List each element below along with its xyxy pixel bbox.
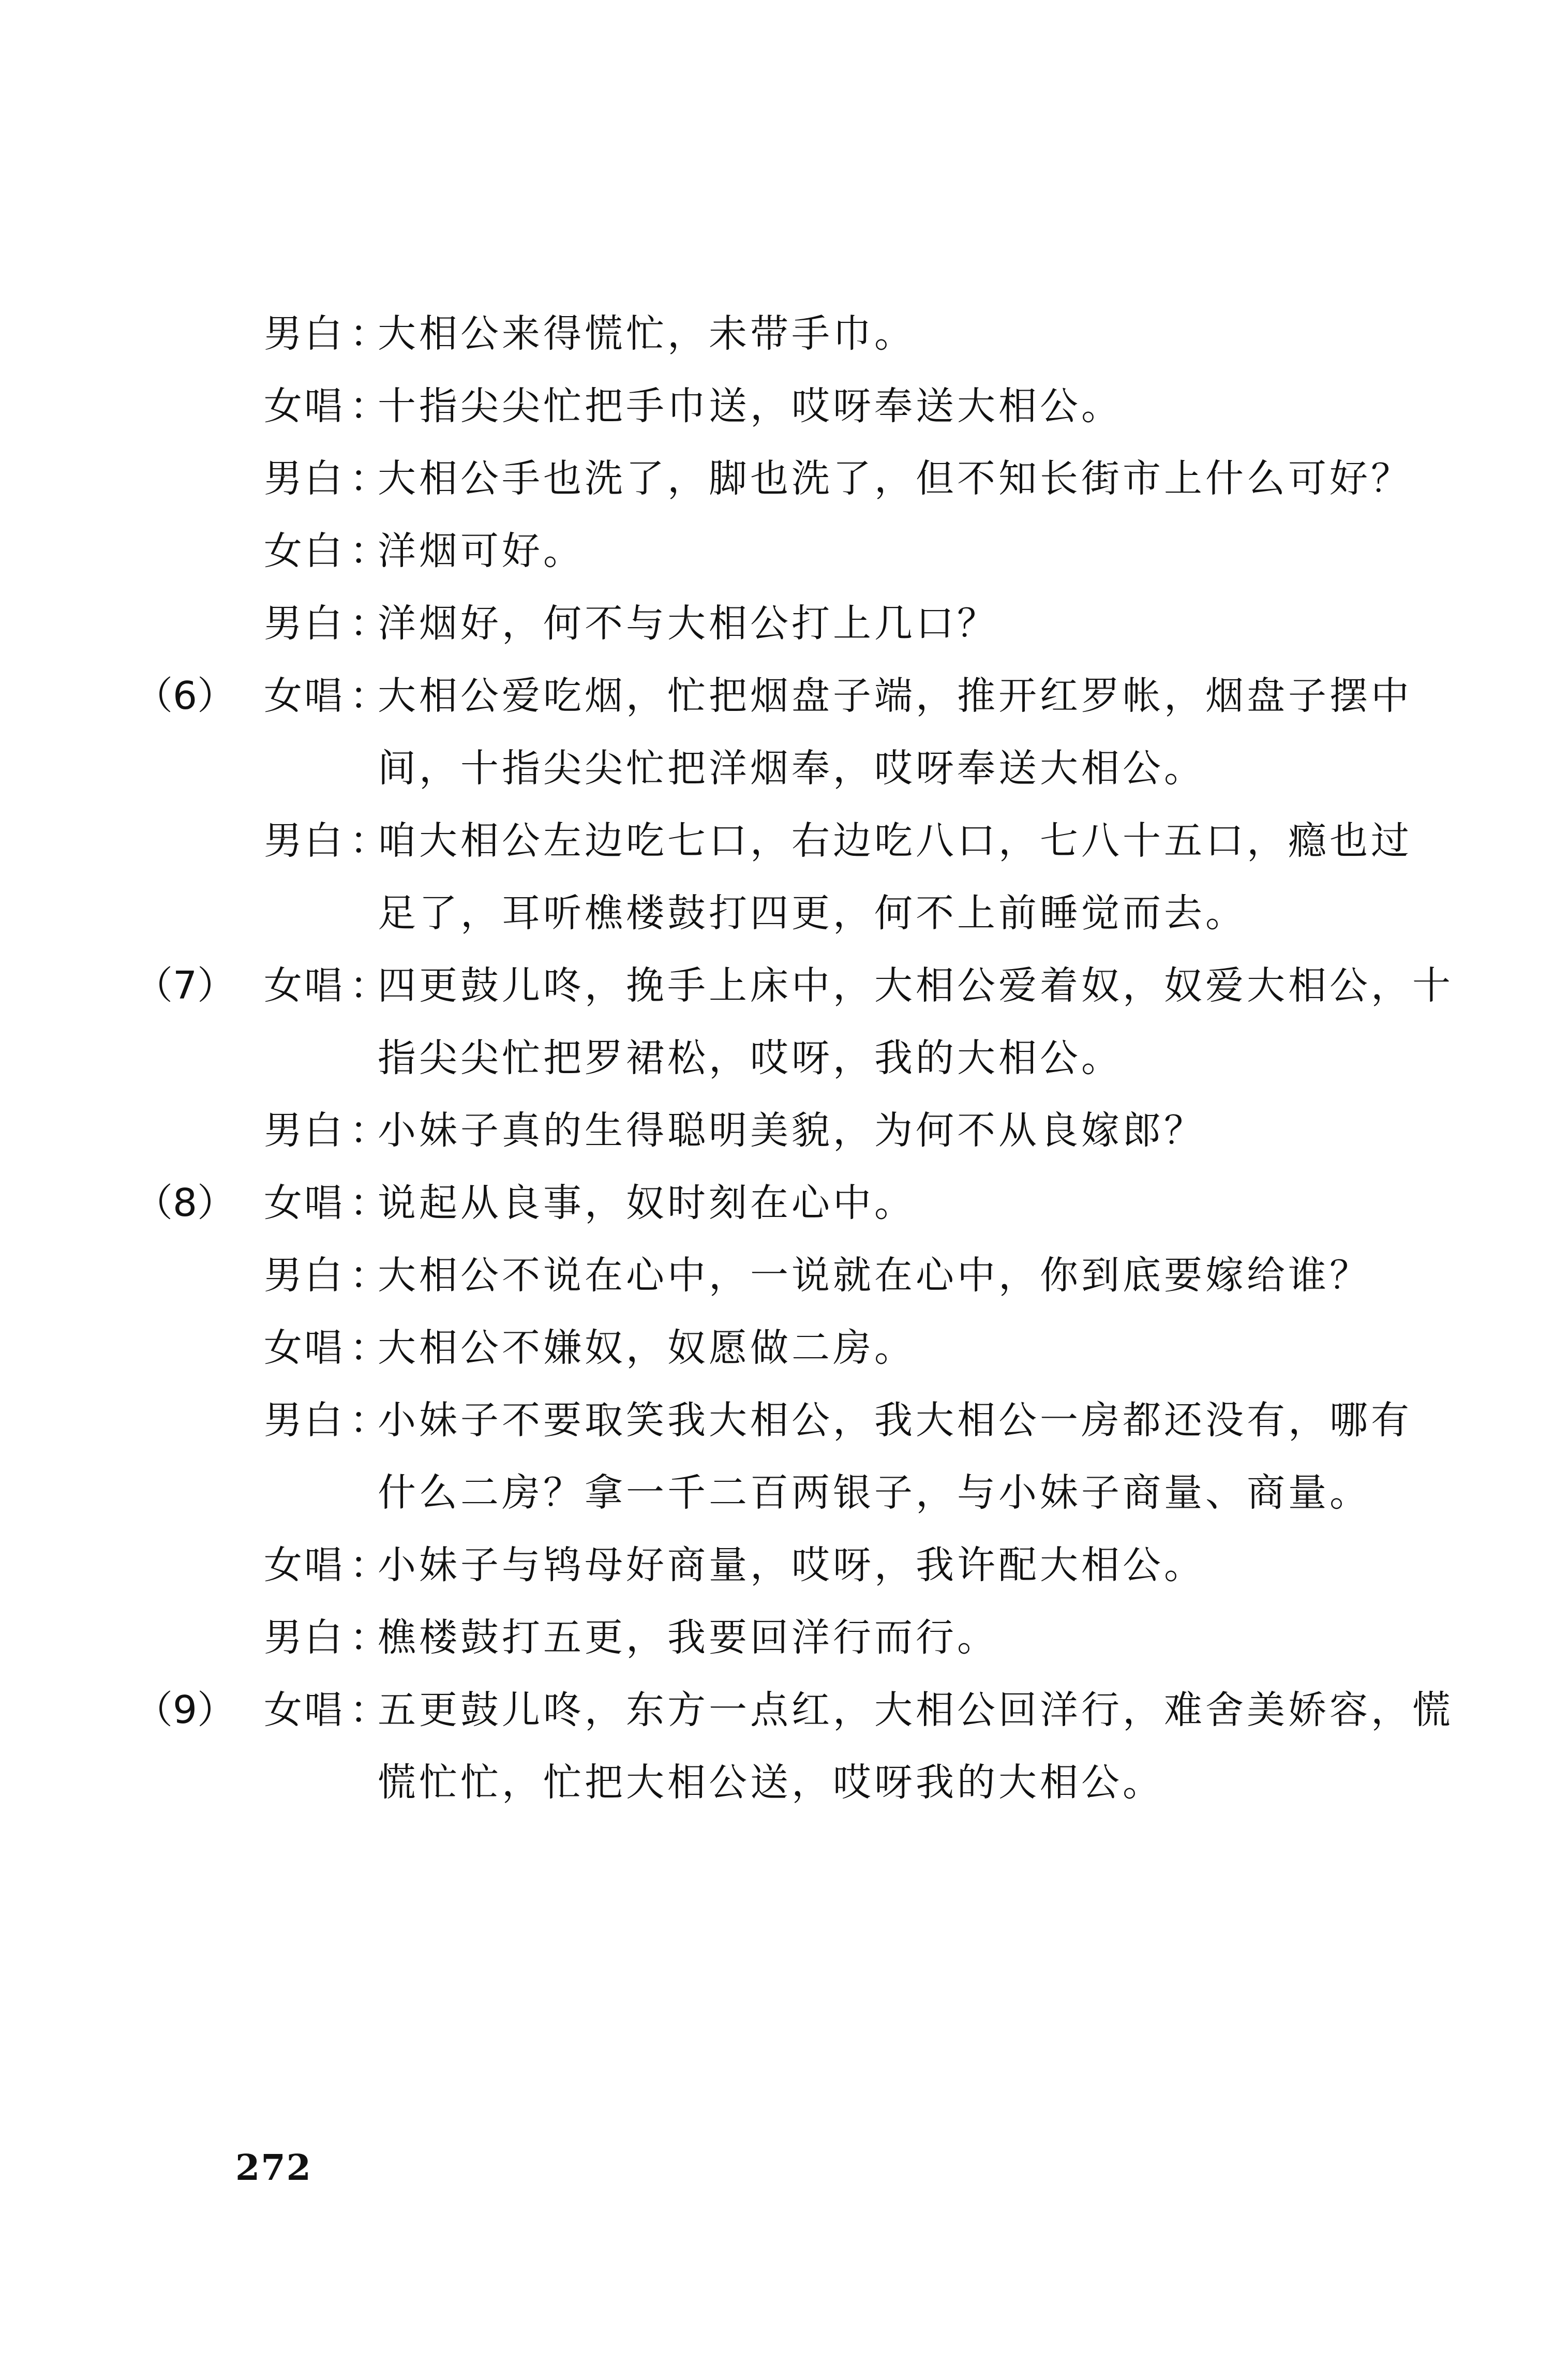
page-number: 272 xyxy=(235,2147,312,2189)
entry-lines xyxy=(378,949,1454,1094)
entry-lines xyxy=(378,442,1417,515)
text-line: 小妹子与鸨母好商量，哎呀，我许配大相公。 xyxy=(378,1543,1205,1587)
entry-lines xyxy=(378,660,1417,805)
verse-number: （7） xyxy=(135,963,236,1008)
speaker-colon: ： xyxy=(350,1253,388,1298)
text-line: 小妹子不要取笑我大相公，我大相公一房都还没有，哪有 xyxy=(378,1398,1412,1443)
entry-lines xyxy=(378,1529,1417,1601)
text-line: 十指尖尖忙把手巾送，哎呀奉送大相公。 xyxy=(378,384,1123,428)
speaker-label: 男白 xyxy=(264,1398,345,1443)
text-line: 指尖尖忙把罗裙松，哎呀，我的大相公。 xyxy=(378,1036,1123,1080)
speaker-colon: ： xyxy=(350,1181,388,1225)
speaker-label: 男白 xyxy=(264,819,345,863)
text-line: 洋烟好，何不与大相公打上几口？ xyxy=(378,601,998,646)
dialogue-entry xyxy=(197,442,1417,515)
text-line: 五更鼓儿咚，东方一点红，大相公回洋行，难舍美娇容，慌 xyxy=(378,1688,1454,1732)
text-line: 大相公爱吃烟，忙把烟盘子端，推开红罗帐，烟盘子摆中 xyxy=(378,674,1412,718)
speaker-colon: ： xyxy=(350,384,388,428)
text-line: 四更鼓儿咚，挽手上床中，大相公爱着奴，奴爱大相公，十 xyxy=(378,963,1454,1008)
entry-lines xyxy=(378,370,1417,442)
text-line: 大相公不说在心中，一说就在心中，你到底要嫁给谁？ xyxy=(378,1253,1371,1298)
text-line: 足了，耳听樵楼鼓打四更，何不上前睡觉而去。 xyxy=(378,891,1247,935)
verse-number: （9） xyxy=(135,1688,236,1732)
entry-lines xyxy=(378,1674,1454,1819)
dialogue-entry xyxy=(197,1094,1417,1167)
dialogue-entry xyxy=(197,805,1417,949)
entry-lines xyxy=(378,1384,1417,1529)
entry-lines xyxy=(378,515,1417,587)
speaker-colon: ： xyxy=(350,311,388,356)
dialogue-entry xyxy=(197,298,1417,370)
verse-number: （8） xyxy=(135,1181,236,1225)
speaker-colon: ： xyxy=(350,1108,388,1153)
entry-lines xyxy=(378,1167,1417,1239)
dialogue-entry xyxy=(197,587,1417,660)
speaker-label: 女唱 xyxy=(264,674,345,718)
speaker-colon: ： xyxy=(350,963,388,1008)
entry-lines xyxy=(378,805,1417,949)
text-line: 洋烟可好。 xyxy=(378,529,585,573)
speaker-label: 女唱 xyxy=(264,384,345,428)
speaker-label: 男白 xyxy=(264,311,345,356)
speaker-colon: ： xyxy=(350,1326,388,1370)
dialogue-text xyxy=(135,298,1454,1819)
entry-lines xyxy=(378,1312,1417,1384)
text-line: 间，十指尖尖忙把洋烟奉，哎呀奉送大相公。 xyxy=(378,746,1205,791)
text-line: 小妹子真的生得聪明美貌，为何不从良嫁郎？ xyxy=(378,1108,1205,1153)
text-line: 樵楼鼓打五更，我要回洋行而行。 xyxy=(378,1615,998,1660)
text-line: 大相公不嫌奴，奴愿做二房。 xyxy=(378,1326,916,1370)
speaker-label: 女唱 xyxy=(264,1181,345,1225)
speaker-colon: ： xyxy=(350,1688,388,1732)
speaker-colon: ： xyxy=(350,1398,388,1443)
dialogue-entry xyxy=(197,1239,1417,1312)
speaker-label: 男白 xyxy=(264,1108,345,1153)
dialogue-entry xyxy=(135,1167,1417,1239)
dialogue-entry xyxy=(197,1312,1417,1384)
dialogue-entry xyxy=(197,370,1417,442)
entry-lines xyxy=(378,1601,1417,1674)
speaker-label: 女唱 xyxy=(264,1543,345,1587)
entry-lines xyxy=(378,1239,1417,1312)
speaker-colon: ： xyxy=(350,819,388,863)
speaker-label: 男白 xyxy=(264,601,345,646)
dialogue-entry xyxy=(135,660,1417,805)
speaker-colon: ： xyxy=(350,1543,388,1587)
speaker-label: 男白 xyxy=(264,456,345,501)
text-line: 说起从良事，奴时刻在心中。 xyxy=(378,1181,916,1225)
speaker-colon: ： xyxy=(350,529,388,573)
speaker-colon: ： xyxy=(350,456,388,501)
speaker-label: 男白 xyxy=(264,1615,345,1660)
speaker-label: 女白 xyxy=(264,529,345,573)
verse-number: （6） xyxy=(135,674,236,718)
dialogue-entry xyxy=(197,515,1417,587)
text-line: 咱大相公左边吃七口，右边吃八口，七八十五口，瘾也过 xyxy=(378,819,1412,863)
text-line: 慌忙忙，忙把大相公送，哎呀我的大相公。 xyxy=(378,1760,1164,1805)
speaker-label: 女唱 xyxy=(264,963,345,1008)
speaker-label: 男白 xyxy=(264,1253,345,1298)
entry-lines xyxy=(378,587,1417,660)
dialogue-entry xyxy=(197,1601,1417,1674)
entry-lines xyxy=(378,1094,1417,1167)
dialogue-entry xyxy=(197,1384,1417,1529)
dialogue-entry xyxy=(135,949,1454,1094)
entry-lines xyxy=(378,298,1417,370)
text-line: 大相公手也洗了，脚也洗了，但不知长街市上什么可好？ xyxy=(378,456,1412,501)
speaker-colon: ： xyxy=(350,674,388,718)
speaker-label: 女唱 xyxy=(264,1688,345,1732)
speaker-colon: ： xyxy=(350,601,388,646)
speaker-colon: ： xyxy=(350,1615,388,1660)
text-line: 大相公来得慌忙，未带手巾。 xyxy=(378,311,916,356)
dialogue-entry xyxy=(135,1674,1454,1819)
dialogue-entry xyxy=(197,1529,1417,1601)
text-line: 什么二房？拿一千二百两银子，与小妹子商量、商量。 xyxy=(378,1470,1371,1515)
speaker-label: 女唱 xyxy=(264,1326,345,1370)
